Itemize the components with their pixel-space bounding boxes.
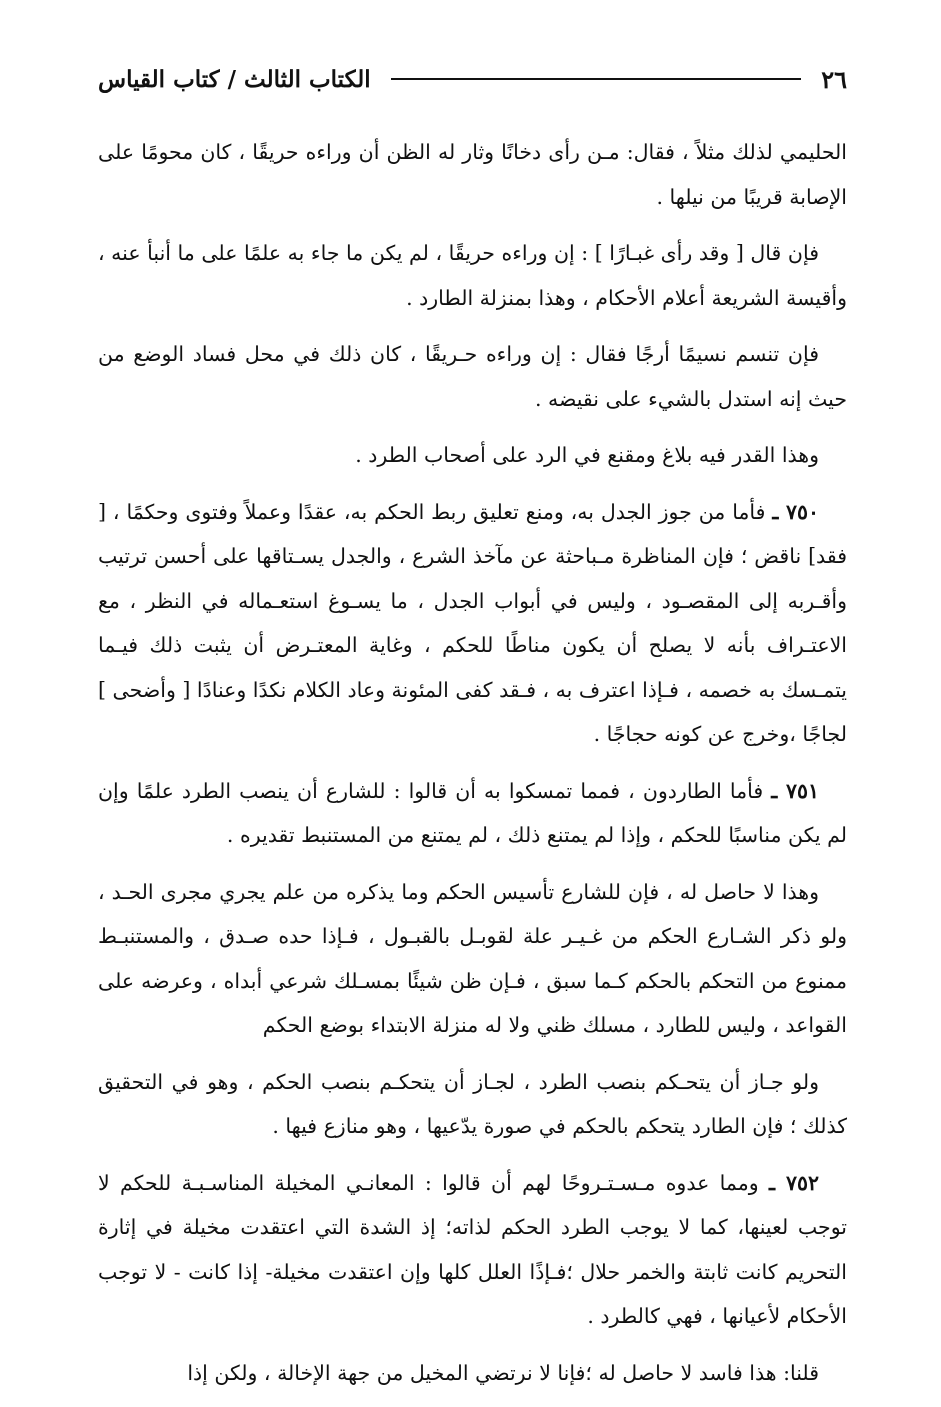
numbered-paragraph bbox=[98, 490, 847, 757]
paragraph-number: ٧٥١ ـ bbox=[771, 778, 819, 803]
numbered-paragraph bbox=[98, 1161, 847, 1339]
paragraph-number: ٧٥٠ ـ bbox=[772, 499, 819, 524]
paragraph bbox=[98, 130, 847, 219]
paragraph bbox=[98, 870, 847, 1048]
paragraph-text: قلنا: هذا فاسد لا حاصل له ؛فإنا لا نرتضي المخيل من جهة الإخالة ، ولكن إذا bbox=[187, 1360, 819, 1385]
paragraph bbox=[98, 231, 847, 320]
paragraph-number: ٧٥٢ ـ bbox=[768, 1170, 819, 1195]
paragraph-text: وهذا لا حاصل له ، فإن للشارع تأسيس الحكم وما يذكره من علم يجري مجرى الحـد ، ولو ذكر الشـارع الحكم من غـيـر علة لقوبـل بالقبـول ، فـإذا حده صـدق ، والمستنبـط ممنوع من التحكم بالحكم كـما سبق ، فـإن ظن شيئًا بمسـلك شرعي أبداه ، وعرضه على القواعد ، وليس للطارد ، مسلك ظني ولا له منزلة الابتداء بوضع الحكم bbox=[98, 879, 847, 1037]
paragraph-text: الحليمي لذلك مثلاً ، فقال: مـن رأى دخانًا وثار له الظن أن وراءه حريقًا ، كان محومًا على الإصابة قريبًا من نيلها . bbox=[98, 140, 847, 209]
page-header bbox=[98, 62, 847, 96]
page-body bbox=[98, 130, 847, 1407]
paragraph-text: ولو جـاز أن يتحـكم بنصب الطرد ، لجـاز أن يتحكـم بنصب الحكم ، وهو في التحقيق كذلك ؛ فإن الطارد يتحكم بالحكم في صورة يدّعيها ، وهو منازع فيها . bbox=[98, 1069, 847, 1138]
page-number: ٢٦ bbox=[821, 64, 847, 94]
paragraph-text: فإن تنسم نسيمًا أرجًا فقال : إن وراءه حـريقًا ، كان ذلك في محل فساد الوضع من حيث إنه استدل بالشيء على نقيضه . bbox=[98, 342, 847, 411]
numbered-paragraph bbox=[98, 769, 847, 858]
header-rule bbox=[391, 78, 802, 80]
paragraph-text: فإن قال [ وقد رأى غبـارًا ] : إن وراءه حريقًا ، لم يكن ما جاء به علمًا على ما أنبأ عنه ، وأقيسة الشريعة أعلام الأحكام ، وهذا بمنزلة الطارد . bbox=[98, 241, 847, 310]
paragraph bbox=[98, 1060, 847, 1149]
paragraph bbox=[98, 433, 847, 478]
running-head: الكتاب الثالث / كتاب القياس bbox=[98, 65, 371, 93]
paragraph-text: فأما من جوز الجدل به، ومنع تعليق ربط الحكم به، عقدًا وعملاً وفتوى وحكمًا ، [ فقد] ناقض ؛ فإن المناظرة مـباحثة عن مآخذ الشرع ، والجدل يسـتاقها على أحسن ترتيب وأقـربه إلى المقصـود ، وليس في أبواب الجدل ، ما يسـوغ استعـماله في النظر ، مع الاعتـراف بأنه لا يصلح أن يكون مناطًا للحكم ، وغاية المعتـرض أن يثبت ذلك فيـما يتمـسك به خصمه ، فـإذا اعترف به ، فـقد كفى المئونة وعاد الكلام نكدًا وعنادًا [ وأضحى ] لجاجًا ،وخرج عن كونه حجاجًا . bbox=[98, 499, 847, 746]
paragraph bbox=[98, 332, 847, 421]
paragraph-text: فأما الطاردون ، فمما تمسكوا به أن قالوا : للشارع أن ينصب الطرد علمًا وإن لم يكن مناسبًا للحكم ، وإذا لم يمتنع ذلك ، لم يمتنع من المستنبط تقديره . bbox=[98, 778, 847, 847]
paragraph-text: ومما عدوه مـسـتـروحًا لهم أن قالوا : المعانـي المخيلة المناسـبـة للحكم لا توجب لعينها، كما لا يوجب الطرد الحكم لذاته؛ إذ الشدة التي اعتقدت مخيلة في إثارة التحريم كانت ثابتة والخمر حلال ؛فـإذًا العلل كلها وإن اعتقدت مخيلة- إذا كانت - لا توجب الأحكام لأعيانها ، فهي كالطرد . bbox=[98, 1170, 847, 1328]
paragraph bbox=[98, 1351, 847, 1396]
paragraph-text: وهذا القدر فيه بلاغ ومقنع في الرد على أصحاب الطرد . bbox=[355, 443, 819, 467]
